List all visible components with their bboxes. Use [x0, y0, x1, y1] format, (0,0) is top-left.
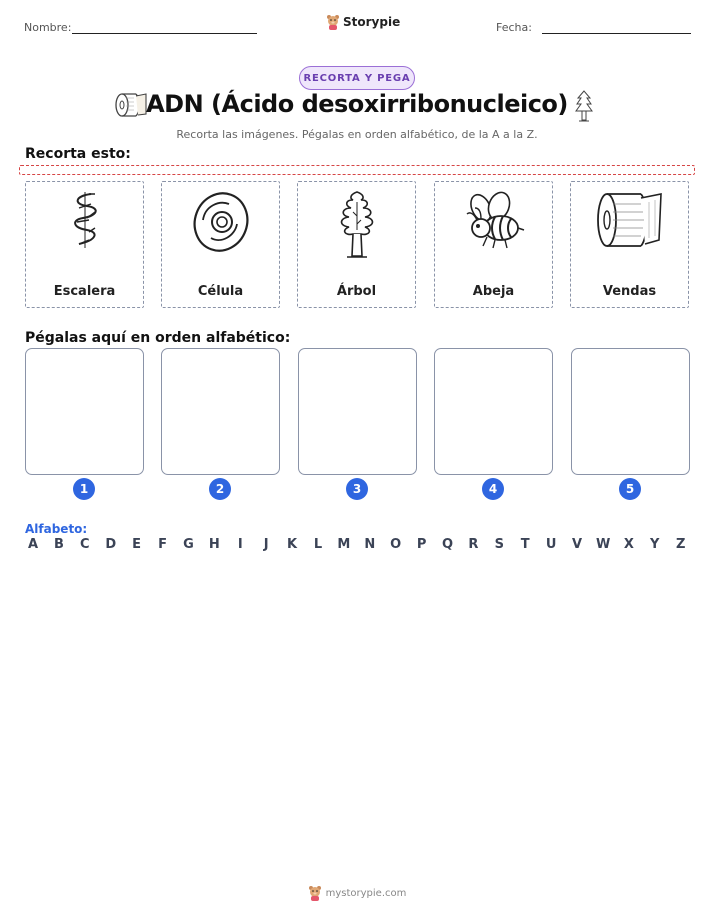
alphabet-letter: M — [337, 537, 351, 552]
cut-heading: Recorta esto: — [25, 146, 131, 162]
alphabet-letter: D — [105, 537, 117, 552]
footer — [0, 885, 714, 901]
paste-slot-1[interactable] — [25, 348, 144, 475]
alphabet-letter: E — [132, 537, 142, 552]
cut-card-celula[interactable] — [161, 181, 280, 308]
alphabet-letter: V — [572, 537, 583, 552]
tree-icon — [335, 190, 379, 260]
slot-number-badge: 4 — [482, 478, 504, 500]
alphabet-letter: I — [237, 537, 243, 552]
name-field-line[interactable] — [72, 33, 257, 34]
paste-heading: Pégalas aquí en orden alfabético: — [25, 330, 291, 346]
alphabet-letter: X — [623, 537, 634, 552]
cut-card-arbol[interactable] — [297, 181, 416, 308]
slot-number-badge: 2 — [209, 478, 231, 500]
cut-card-abeja[interactable] — [434, 181, 553, 308]
bear-mascot-icon — [308, 885, 322, 901]
alphabet-letter: T — [520, 537, 530, 552]
footer-url[interactable]: mystorypie.com — [325, 887, 407, 899]
alphabet-letter: P — [416, 537, 427, 552]
alphabet-letter: A — [27, 537, 39, 552]
alphabet-letter: W — [595, 537, 611, 552]
alphabet-heading: Alfabeto: — [25, 522, 88, 536]
card-label: Abeja — [472, 284, 515, 299]
alphabet-letter: H — [208, 537, 220, 552]
paste-slot-2[interactable] — [161, 348, 280, 475]
alphabet-letter: R — [468, 537, 479, 552]
bear-mascot-icon — [326, 14, 340, 30]
alphabet-letter: C — [80, 537, 90, 552]
instructions: Recorta las imágenes. Pégalas en orden alfabético, de la A a la Z. — [176, 128, 538, 141]
activity-badge: RECORTA Y PEGA — [299, 66, 415, 90]
alphabet-letter: B — [53, 537, 64, 552]
slot-number-badge: 5 — [619, 478, 641, 500]
paste-slot-4[interactable] — [434, 348, 553, 475]
name-label: Nombre: — [24, 21, 72, 34]
alphabet-letter: F — [158, 537, 167, 552]
alphabet-row — [26, 537, 688, 552]
spiral-staircase-icon — [65, 190, 105, 250]
cut-card-vendas[interactable] — [570, 181, 689, 308]
card-label: Escalera — [53, 284, 116, 299]
alphabet-letter: L — [313, 537, 323, 552]
alphabet-letter: K — [287, 537, 298, 552]
alphabet-letter: Z — [675, 537, 686, 552]
card-label: Célula — [197, 284, 244, 299]
alphabet-letter: G — [183, 537, 194, 552]
brand-name: Storypie — [343, 15, 401, 29]
card-label: Árbol — [336, 284, 377, 299]
slot-number-badge: 1 — [73, 478, 95, 500]
date-label: Fecha: — [496, 21, 532, 34]
alphabet-letter: U — [545, 537, 557, 552]
cut-card-escalera[interactable] — [25, 181, 144, 308]
paste-slot-3[interactable] — [298, 348, 417, 475]
bee-icon — [461, 190, 527, 252]
alphabet-letter: Y — [650, 537, 660, 552]
alphabet-letter: S — [494, 537, 504, 552]
page-title: ADN (Ácido desoxirribonucleico) — [146, 90, 568, 118]
alphabet-letter: J — [263, 537, 269, 552]
tree-icon — [575, 90, 593, 122]
bandage-roll-icon — [595, 190, 665, 250]
brand-logo — [326, 14, 400, 30]
date-field-line[interactable] — [542, 33, 691, 34]
alphabet-letter: N — [364, 537, 376, 552]
slot-number-badge: 3 — [346, 478, 368, 500]
card-label: Vendas — [602, 284, 657, 299]
alphabet-letter: Q — [441, 537, 454, 552]
cell-icon — [191, 190, 251, 254]
cut-line — [19, 165, 695, 175]
alphabet-letter: O — [390, 537, 402, 552]
paste-slot-5[interactable] — [571, 348, 690, 475]
